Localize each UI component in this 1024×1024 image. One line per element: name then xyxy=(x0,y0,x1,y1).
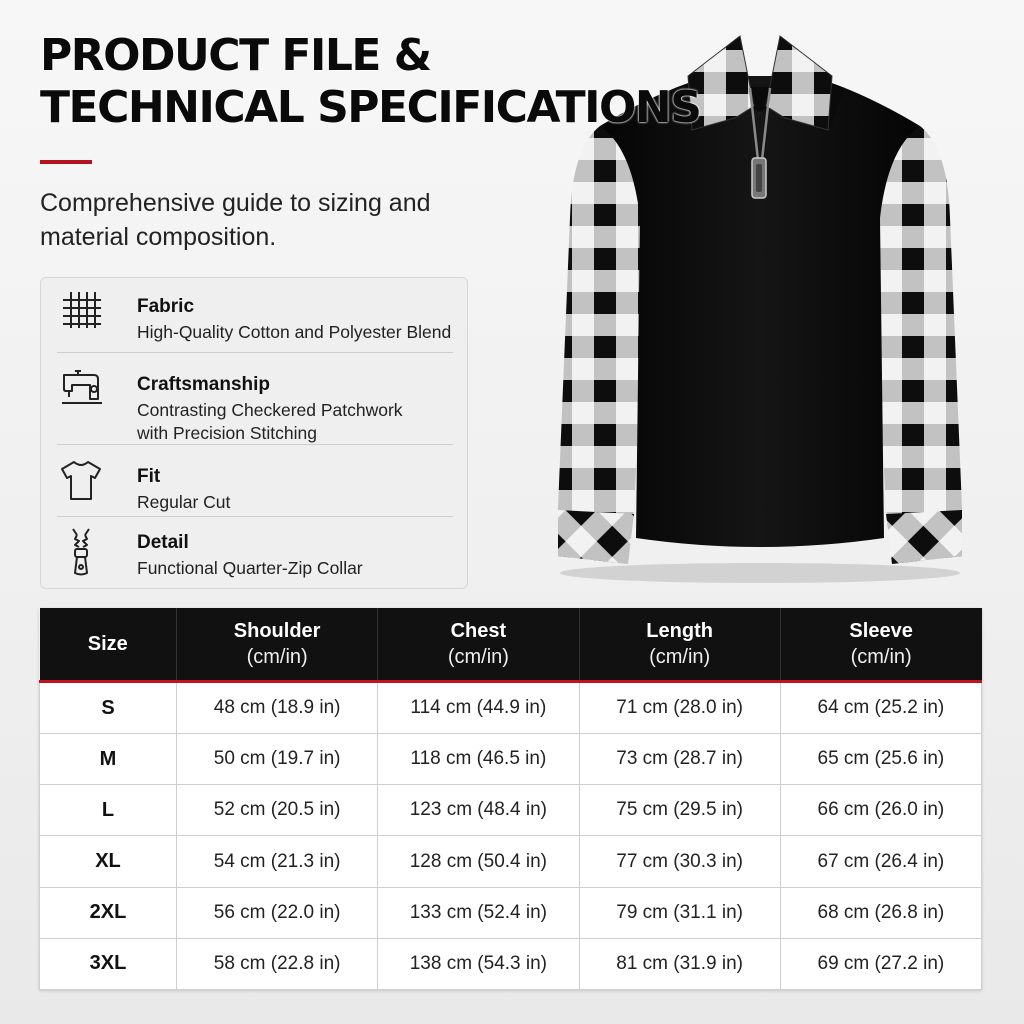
table-cell: 71 cm (28.0 in) xyxy=(579,682,780,734)
spec-value: Regular Cut xyxy=(137,492,231,512)
table-row xyxy=(40,785,982,836)
column-header-size xyxy=(40,608,177,682)
table-cell: 68 cm (26.8 in) xyxy=(780,887,981,938)
table-row xyxy=(40,938,982,989)
column-header-unit: (cm/in) xyxy=(649,646,711,668)
page-subtitle: Comprehensive guide to sizing and material composition. xyxy=(40,189,431,251)
table-row xyxy=(40,682,982,734)
spec-label: Craftsmanship xyxy=(137,374,271,395)
spec-value: Functional Quarter-Zip Collar xyxy=(137,558,363,578)
spec-label: Fabric xyxy=(137,296,195,317)
page-title-line-2: TECHNICAL SPECIFICATIONS xyxy=(40,82,701,133)
size-cell: M xyxy=(40,734,177,785)
table-cell: 123 cm (48.4 in) xyxy=(378,785,579,836)
spec-row-fit xyxy=(57,456,453,517)
table-cell: 50 cm (19.7 in) xyxy=(177,734,378,785)
table-cell: 114 cm (44.9 in) xyxy=(378,682,579,734)
spec-row-fabric xyxy=(57,286,453,353)
page-title-line-1: PRODUCT FILE & xyxy=(40,30,431,81)
size-cell: S xyxy=(40,682,177,734)
table-cell: 128 cm (50.4 in) xyxy=(378,836,579,887)
table-cell: 52 cm (20.5 in) xyxy=(177,785,378,836)
spec-value: Contrasting Checkered Patchwork with Precision Stitching xyxy=(137,400,403,443)
table-cell: 69 cm (27.2 in) xyxy=(780,938,981,989)
column-header-unit: (cm/in) xyxy=(246,646,308,668)
t-shirt-icon xyxy=(57,456,105,504)
column-header-chest xyxy=(378,608,579,682)
table-cell: 54 cm (21.3 in) xyxy=(177,836,378,887)
table-cell: 81 cm (31.9 in) xyxy=(579,938,780,989)
table-cell: 58 cm (22.8 in) xyxy=(177,938,378,989)
table-cell: 67 cm (26.4 in) xyxy=(780,836,981,887)
table-row xyxy=(40,887,982,938)
table-cell: 64 cm (25.2 in) xyxy=(780,682,981,734)
zipper-icon xyxy=(57,528,105,576)
table-cell: 66 cm (26.0 in) xyxy=(780,785,981,836)
size-chart-header-row xyxy=(40,608,982,682)
table-row xyxy=(40,734,982,785)
fabric-grid-icon xyxy=(57,286,105,334)
title-accent-bar xyxy=(40,160,92,164)
page-title xyxy=(40,30,700,134)
column-header-length xyxy=(579,608,780,682)
table-cell: 118 cm (46.5 in) xyxy=(378,734,579,785)
size-cell: 2XL xyxy=(40,887,177,938)
spec-panel xyxy=(40,277,468,589)
table-cell: 75 cm (29.5 in) xyxy=(579,785,780,836)
size-cell: 3XL xyxy=(40,938,177,989)
column-header-label: Chest xyxy=(450,620,507,642)
sewing-machine-icon xyxy=(57,364,105,412)
column-header-unit: (cm/in) xyxy=(850,646,912,668)
size-cell: XL xyxy=(40,836,177,887)
table-cell: 48 cm (18.9 in) xyxy=(177,682,378,734)
spec-label: Fit xyxy=(137,466,161,487)
table-cell: 79 cm (31.1 in) xyxy=(579,887,780,938)
table-cell: 65 cm (25.6 in) xyxy=(780,734,981,785)
column-header-unit: (cm/in) xyxy=(447,646,509,668)
column-header-label: Shoulder xyxy=(233,620,321,642)
spec-row-craftsmanship xyxy=(57,364,453,445)
column-header-label: Sleeve xyxy=(849,620,913,642)
table-row xyxy=(40,836,982,887)
column-header-label: Size xyxy=(87,633,128,655)
table-cell: 133 cm (52.4 in) xyxy=(378,887,579,938)
table-cell: 77 cm (30.3 in) xyxy=(579,836,780,887)
table-cell: 56 cm (22.0 in) xyxy=(177,887,378,938)
size-chart-table xyxy=(39,608,982,990)
size-cell: L xyxy=(40,785,177,836)
spec-value: High-Quality Cotton and Polyester Blend xyxy=(137,322,452,342)
spec-row-detail xyxy=(57,528,453,584)
spec-label: Detail xyxy=(137,532,189,553)
column-header-shoulder xyxy=(177,608,378,682)
table-cell: 73 cm (28.7 in) xyxy=(579,734,780,785)
column-header-label: Length xyxy=(646,620,713,642)
table-cell: 138 cm (54.3 in) xyxy=(378,938,579,989)
column-header-sleeve xyxy=(780,608,981,682)
